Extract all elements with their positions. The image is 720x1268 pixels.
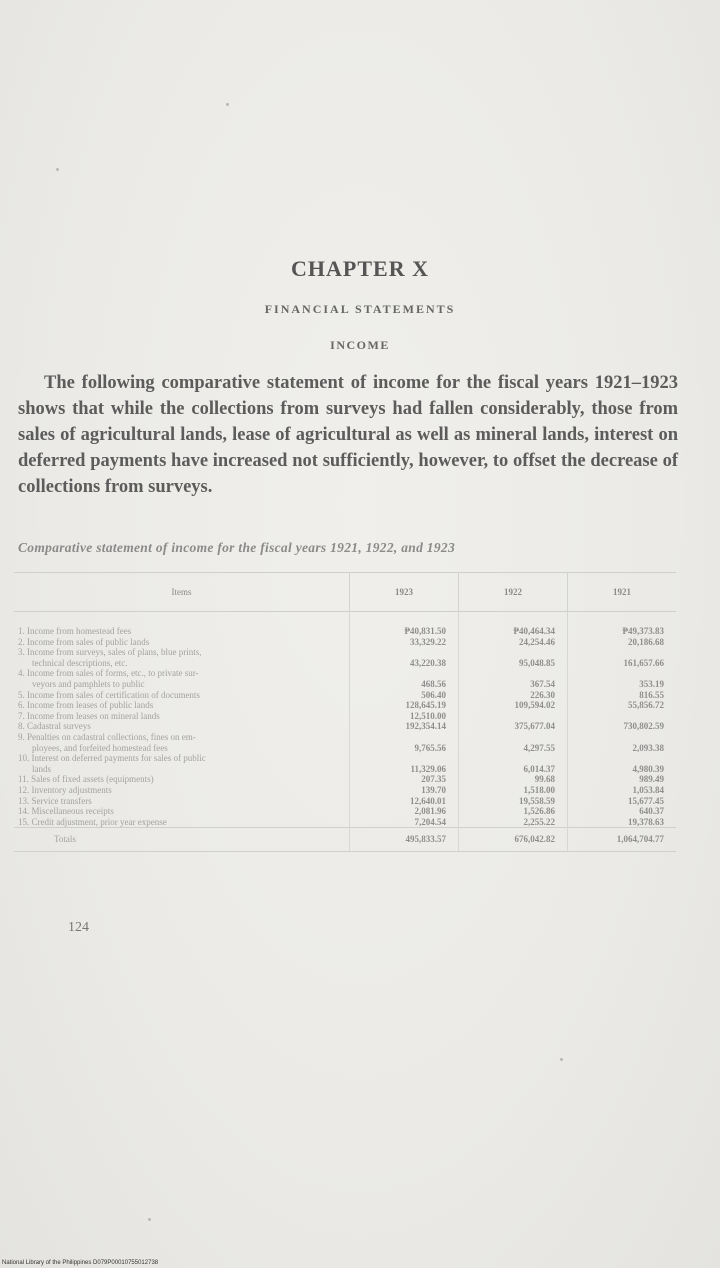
total-cell-c3: 1,064,704.77: [568, 828, 677, 852]
chapter-title: CHAPTER X: [291, 256, 429, 281]
amount-cell-c1: 12,510.00: [350, 711, 459, 722]
amount-cell-c3: 640.37: [568, 806, 677, 817]
paper-speck: [560, 1058, 563, 1061]
item-text-line: 9. Penalties on cadastral collections, fines on em-: [18, 731, 196, 742]
row-item-label: [14, 721, 350, 732]
amount-cell-c3: 15,677.45: [568, 796, 677, 807]
item-text-line: 4. Income from sales of forms, etc., to private sur-: [18, 668, 199, 679]
amount-cell-c3: [568, 711, 677, 722]
amount-cell-c3: 1,053.84: [568, 785, 677, 796]
section-title: FINANCIAL STATEMENTS: [264, 302, 456, 316]
amount-cell-c2: 375,677.04: [459, 721, 568, 732]
row-item-label: [14, 753, 350, 774]
item-text-line: 10. Interest on deferred payments for sales of public: [18, 753, 206, 764]
row-item-label: [14, 806, 350, 817]
table-row: [14, 637, 676, 648]
amount-cell-c2: 19,558.59: [459, 796, 568, 807]
total-cell-c2: 676,042.82: [459, 828, 568, 852]
amount-cell-c1: 506.40: [350, 690, 459, 701]
amount-cell-c1: ₱40,831.50: [350, 612, 459, 637]
amount-cell-c3: 161,657.66: [568, 647, 677, 668]
subsection-title: INCOME: [330, 338, 390, 352]
table-body: [14, 612, 676, 852]
item-text-line: technical descriptions, etc.: [32, 657, 128, 668]
total-cell-c1: 495,833.57: [350, 828, 459, 852]
amount-cell-c3: 989.49: [568, 774, 677, 785]
amount-cell-c2: ₱40,464.34: [459, 612, 568, 637]
amount-cell-c3: 20,186.68: [568, 637, 677, 648]
paper-speck: [56, 168, 59, 171]
amount-cell-c1: 9,765.56: [350, 732, 459, 753]
item-text-line: veyors and pamphlets to public: [32, 678, 145, 689]
amount-cell-c1: 468.56: [350, 668, 459, 689]
amount-cell-c3: 19,378.63: [568, 817, 677, 828]
row-item-label: [14, 700, 350, 711]
header-1921: 1921: [568, 573, 677, 612]
paper-speck: [226, 103, 229, 106]
item-text-line: 2. Income from sales of public lands: [18, 636, 150, 647]
row-item-label: [14, 690, 350, 701]
amount-cell-c3: 353.19: [568, 668, 677, 689]
item-text-line: ployees, and forfeited homestead fees: [32, 742, 168, 753]
table-row: [14, 817, 676, 828]
table-row: [14, 700, 676, 711]
table-row: [14, 721, 676, 732]
amount-cell-c1: 139.70: [350, 785, 459, 796]
amount-cell-c2: 4,297.55: [459, 732, 568, 753]
table-row: [14, 711, 676, 722]
totals-row: [14, 828, 676, 852]
row-item-label: [14, 785, 350, 796]
item-text-line: lands: [32, 763, 51, 774]
amount-cell-c2: 24,254.46: [459, 637, 568, 648]
table-header-row: [14, 573, 676, 612]
header-1922: 1922: [459, 573, 568, 612]
table-row: [14, 785, 676, 796]
table-row: [14, 668, 676, 689]
item-text-line: 12. Inventory adjustments: [18, 784, 112, 795]
row-item-label: [14, 637, 350, 648]
table-row: [14, 690, 676, 701]
amount-cell-c2: 1,526.86: [459, 806, 568, 817]
footer-credit: National Library of the Philippines D079P00010755012738: [2, 1260, 159, 1266]
amount-cell-c1: 128,645.19: [350, 700, 459, 711]
row-item-label: [14, 732, 350, 753]
row-item-label: [14, 647, 350, 668]
table-row: [14, 796, 676, 807]
item-text-line: 8. Cadastral surveys: [18, 721, 91, 732]
paper-speck: [148, 1218, 151, 1221]
amount-cell-c3: 4,980.39: [568, 753, 677, 774]
item-text-line: 6. Income from leases of public lands: [18, 700, 154, 711]
amount-cell-c2: [459, 711, 568, 722]
row-item-label: [14, 668, 350, 689]
table-row: [14, 806, 676, 817]
amount-cell-c3: ₱49,373.83: [568, 612, 677, 637]
table-row: [14, 774, 676, 785]
amount-cell-c1: 43,220.38: [350, 647, 459, 668]
table-caption: Comparative statement of income for the fiscal years 1921, 1922, and 1923: [18, 540, 455, 555]
row-item-label: [14, 796, 350, 807]
amount-cell-c3: 2,093.38: [568, 732, 677, 753]
header-1923: 1923: [350, 573, 459, 612]
table-row: [14, 732, 676, 753]
item-text-line: 1. Income from homestead fees: [18, 626, 132, 636]
item-text-line: 14. Miscellaneous receipts: [18, 806, 114, 817]
amount-cell-c2: 99.68: [459, 774, 568, 785]
amount-cell-c1: 12,640.01: [350, 796, 459, 807]
header-items: Items: [14, 573, 350, 612]
amount-cell-c2: 95,048.85: [459, 647, 568, 668]
amount-cell-c2: 367.54: [459, 668, 568, 689]
amount-cell-c1: 2,081.96: [350, 806, 459, 817]
intro-paragraph: The following comparative statement of income for the fiscal years 1921–1923 shows that while the collections from surveys had fallen considerably, those from sales of agricultural lands, lease of agricultural as well as mineral lands, interest on deferred payments have increased not sufficiently, however, to offset the decrease of collections from surveys.: [18, 373, 678, 497]
item-text-line: 7. Income from leases on mineral lands: [18, 710, 160, 721]
amount-cell-c3: 55,856.72: [568, 700, 677, 711]
amount-cell-c3: 730,802.59: [568, 721, 677, 732]
amount-cell-c2: 226.30: [459, 690, 568, 701]
amount-cell-c2: 2,255.22: [459, 817, 568, 828]
row-item-label: [14, 774, 350, 785]
table-row: [14, 612, 676, 637]
table-row: [14, 753, 676, 774]
income-table: [14, 572, 676, 852]
item-text-line: 15. Credit adjustment, prior year expense: [18, 816, 167, 827]
item-text-line: 3. Income from surveys, sales of plans, blue prints,: [18, 647, 202, 658]
amount-cell-c2: 1,518.00: [459, 785, 568, 796]
table-row: [14, 647, 676, 668]
amount-cell-c2: 109,594.02: [459, 700, 568, 711]
page-number: 124: [68, 920, 89, 935]
item-text-line: 13. Service transfers: [18, 795, 92, 806]
amount-cell-c3: 816.55: [568, 690, 677, 701]
row-item-label: [14, 711, 350, 722]
amount-cell-c1: 192,354.14: [350, 721, 459, 732]
totals-label: Totals: [14, 828, 350, 852]
item-text-line: 11. Sales of fixed assets (equipments): [18, 774, 154, 785]
amount-cell-c1: 33,329.22: [350, 637, 459, 648]
amount-cell-c1: 11,329.06: [350, 753, 459, 774]
row-item-label: [14, 817, 350, 828]
row-item-label: [14, 612, 350, 637]
amount-cell-c2: 6,014.37: [459, 753, 568, 774]
amount-cell-c1: 7,204.54: [350, 817, 459, 828]
item-text-line: 5. Income from sales of certification of documents: [18, 689, 200, 700]
amount-cell-c1: 207.35: [350, 774, 459, 785]
